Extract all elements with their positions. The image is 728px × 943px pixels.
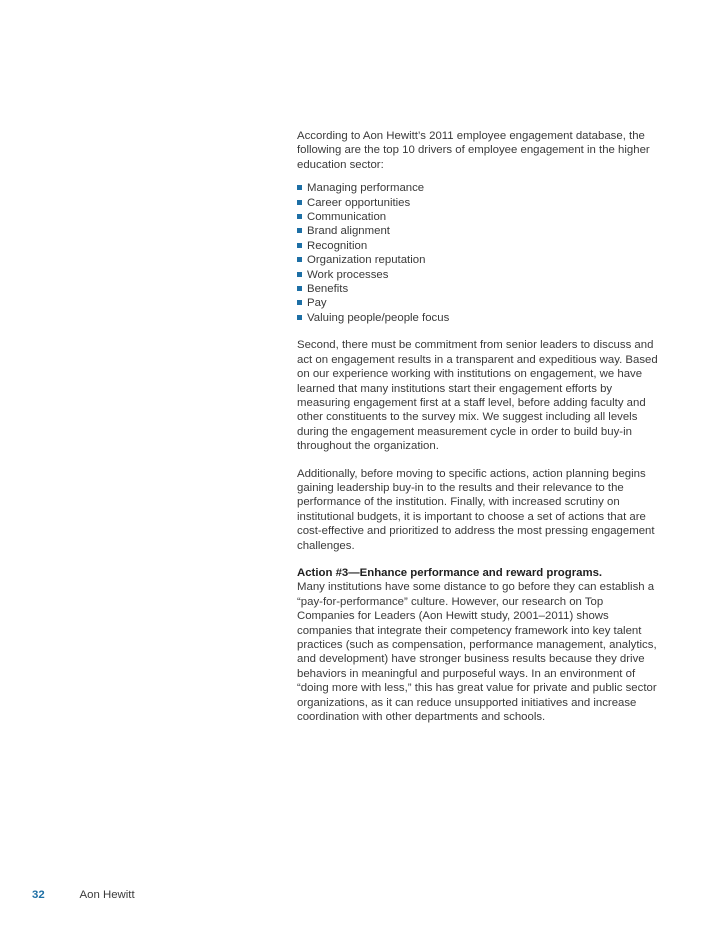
list-item	[297, 253, 659, 267]
intro-paragraph: According to Aon Hewitt’s 2011 employee engagement database, the following are the top 10 drivers of employee engagement in the higher education sector:	[297, 130, 650, 171]
square-bullet-icon	[297, 315, 302, 320]
senior-leaders-paragraph: Second, there must be commitment from senior leaders to discuss and act on engagement results in a transparent and expeditious way. Based on our experience working with institutions on engagement, we have learned that many institutions start their engagement efforts by measuring engagement first at a staff level, before adding faculty and other constituents to the survey mix. We suggest including all levels during the engagement measurement cycle in order to build buy-in throughout the organization.	[297, 339, 658, 453]
list-item-label: Benefits	[307, 283, 349, 296]
list-item-label: Valuing people/people focus	[307, 311, 450, 324]
engagement-drivers-list	[297, 181, 659, 325]
square-bullet-icon	[297, 200, 302, 205]
list-item	[297, 196, 659, 210]
list-item	[297, 296, 659, 310]
square-bullet-icon	[297, 300, 302, 305]
square-bullet-icon	[297, 257, 302, 262]
list-item-label: Communication	[307, 211, 387, 224]
list-item-label: Recognition	[307, 239, 368, 252]
action-3-heading: Action #3—Enhance performance and reward programs.	[297, 566, 603, 579]
list-item	[297, 224, 659, 238]
square-bullet-icon	[297, 185, 302, 190]
square-bullet-icon	[297, 243, 302, 248]
list-item-label: Brand alignment	[307, 225, 390, 238]
page-footer	[32, 888, 135, 902]
list-item-label: Managing performance	[307, 182, 425, 195]
main-text-column	[297, 129, 659, 724]
action-3-body: Many institutions have some distance to go before they can establish a “pay-for-performance” culture. However, our research on Top Companies for Leaders (Aon Hewitt study, 2001–2011) shows companies that integrate their competency framework into key talent practices (such as compensation, performance management, analytics, and development) have stronger business results because they drive behaviors in meaningful and purposeful ways. In an environment of “doing more with less,” this has great value for private and public sector organizations, as it can reduce unsupported initiatives and increase coordination with other departments and schools.	[297, 581, 657, 724]
footer-company-name: Aon Hewitt	[79, 889, 135, 901]
list-item-label: Career opportunities	[307, 196, 411, 209]
square-bullet-icon	[297, 286, 302, 291]
list-item	[297, 282, 659, 296]
list-item	[297, 268, 659, 282]
list-item	[297, 239, 659, 253]
list-item-label: Pay	[307, 297, 327, 310]
list-item-label: Organization reputation	[307, 254, 426, 267]
action-planning-paragraph: Additionally, before moving to specific actions, action planning begins gaining leadership buy-in to the results and their relevance to the performance of the institution. Finally, with increased scrutiny on institutional budgets, it is important to choose a set of actions that are cost-effective and prioritized to address the most pressing engagement challenges.	[297, 467, 655, 552]
page-number: 32	[32, 889, 45, 901]
list-item	[297, 181, 659, 195]
list-item	[297, 311, 659, 325]
list-item	[297, 210, 659, 224]
square-bullet-icon	[297, 272, 302, 277]
square-bullet-icon	[297, 214, 302, 219]
square-bullet-icon	[297, 228, 302, 233]
list-item-label: Work processes	[307, 268, 389, 281]
